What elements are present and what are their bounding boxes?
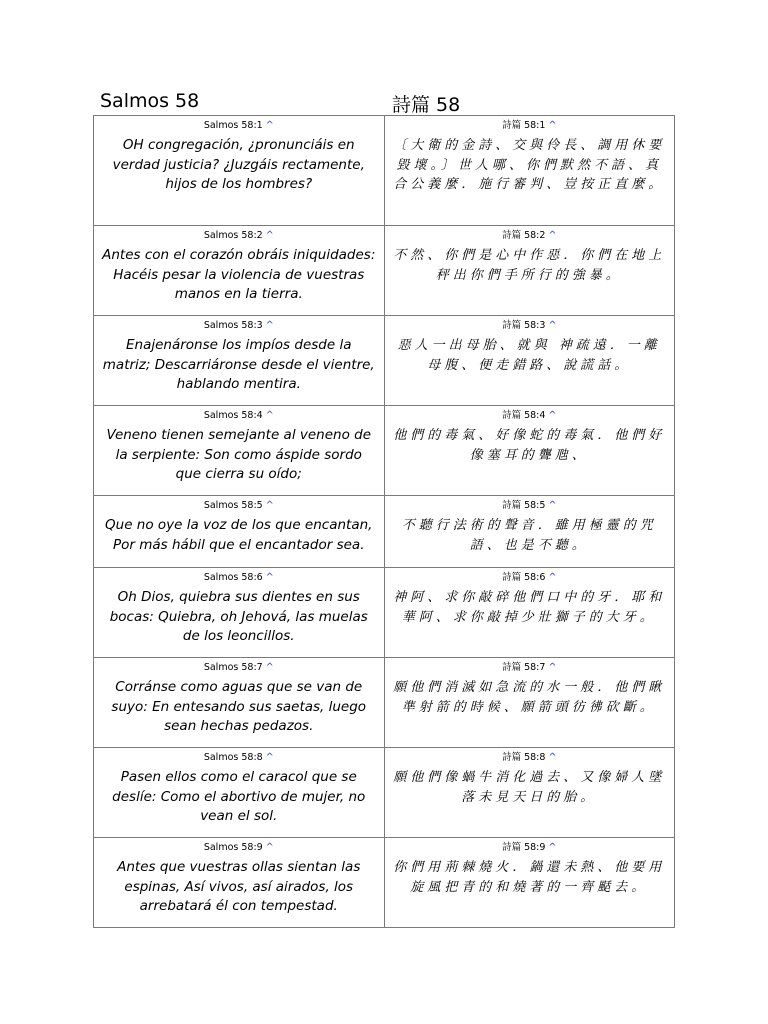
verse-reference-spanish (102, 120, 376, 132)
back-to-top-link[interactable]: ^ (548, 572, 557, 583)
verse-reference-chinese (393, 120, 667, 132)
verse-text-spanish: Pasen ellos como el caracol que se deslíe: Como el abortivo de mujer, no vean el sol. (112, 769, 366, 824)
verse-cell-chinese (384, 226, 675, 316)
verse-reference-chinese (393, 842, 667, 854)
verse-reference-label: 詩篇 58:7 (502, 662, 546, 673)
verse-cell-spanish (94, 748, 385, 838)
back-to-top-link[interactable]: ^ (265, 230, 274, 241)
verse-text-chinese: 願他們像蝸牛消化過去、又像婦人墜落未見天日的胎。 (393, 770, 666, 805)
verse-row (94, 838, 675, 928)
verse-reference-spanish (102, 572, 376, 584)
back-to-top-link[interactable]: ^ (548, 320, 557, 331)
verse-reference-label: 詩篇 58:6 (502, 572, 546, 583)
verse-text-chinese: 惡人一出母胎、就與 神疏遠．一離母腹、便走錯路、說謊話。 (397, 338, 661, 373)
verse-text-chinese: 神阿、求你敲碎他們口中的牙．耶和華阿、求你敲掉少壯獅子的大牙。 (393, 590, 666, 625)
verse-reference-chinese (393, 230, 667, 242)
verse-reference-label: 詩篇 58:9 (502, 842, 546, 853)
verse-reference-spanish (102, 320, 376, 332)
verse-reference-label: 詩篇 58:4 (502, 410, 546, 421)
verse-row (94, 116, 675, 226)
page-title-spanish: Salmos 58 (100, 90, 200, 112)
verse-reference-chinese (393, 500, 667, 512)
back-to-top-link[interactable]: ^ (548, 662, 557, 673)
verse-reference-label: 詩篇 58:1 (502, 120, 546, 131)
verse-reference-label: Salmos 58:5 (203, 500, 263, 511)
verse-reference-spanish (102, 500, 376, 512)
verse-cell-chinese (384, 838, 675, 928)
verse-text-spanish: OH congregación, ¿pronunciáis en verdad justicia? ¿Juzgáis rectamente, hijos de los hombres? (112, 137, 365, 192)
verse-cell-chinese (384, 116, 675, 226)
verse-cell-chinese (384, 496, 675, 568)
back-to-top-link[interactable]: ^ (265, 500, 274, 511)
back-to-top-link[interactable]: ^ (548, 752, 557, 763)
verse-reference-label: Salmos 58:6 (203, 572, 263, 583)
verse-reference-spanish (102, 230, 376, 242)
verse-text-spanish: Enajenáronse los impíos desde la matriz; Descarriáronse desde el vientre, hablando mentira. (102, 337, 375, 392)
verse-text-spanish: Veneno tienen semejante al veneno de la serpiente: Son como áspide sordo que cierra su oído; (106, 427, 371, 482)
verse-text-spanish: Corránse como aguas que se van de suyo: En entesando sus saetas, luego sean hechas pedazos. (111, 679, 367, 734)
verse-text-chinese: 他們的毒氣、好像蛇的毒氣．他們好像塞耳的聾虺、 (393, 428, 666, 463)
verse-row (94, 316, 675, 406)
verse-text-spanish: Antes con el corazón obráis iniquidades: Hacéis pesar la violencia de vuestras manos en la tierra. (102, 247, 376, 302)
verse-reference-label: Salmos 58:7 (203, 662, 263, 673)
verse-cell-spanish (94, 226, 385, 316)
back-to-top-link[interactable]: ^ (548, 120, 557, 131)
verse-cell-spanish (94, 406, 385, 496)
verse-cell-spanish (94, 568, 385, 658)
verse-cell-chinese (384, 316, 675, 406)
verse-reference-spanish (102, 410, 376, 422)
verse-reference-label: Salmos 58:1 (203, 120, 263, 131)
parallel-verse-table (93, 115, 675, 928)
verse-reference-chinese (393, 662, 667, 674)
verse-cell-spanish (94, 496, 385, 568)
verse-reference-chinese (393, 752, 667, 764)
verse-cell-spanish (94, 838, 385, 928)
back-to-top-link[interactable]: ^ (265, 572, 274, 583)
verse-reference-label: Salmos 58:2 (203, 230, 263, 241)
back-to-top-link[interactable]: ^ (265, 120, 274, 131)
verse-reference-chinese (393, 572, 667, 584)
back-to-top-link[interactable]: ^ (548, 842, 557, 853)
verse-cell-spanish (94, 658, 385, 748)
verse-text-chinese: 〔大衛的金詩、交與伶長、調用休要毀壞。〕世人哪、你們默然不語、真合公義麼．施行審判、豈按正直麼。 (393, 138, 666, 192)
verse-reference-label: Salmos 58:8 (203, 752, 263, 763)
verse-text-spanish: Que no oye la voz de los que encantan, Por más hábil que el encantador sea. (105, 517, 373, 553)
verse-reference-label: Salmos 58:4 (203, 410, 263, 421)
verse-cell-spanish (94, 116, 385, 226)
page-title-chinese: 詩篇 58 (392, 94, 461, 116)
verse-row (94, 568, 675, 658)
verse-text-spanish: Antes que vuestras ollas sientan las espinas, Así vivos, así airados, los arrebatará él con tempestad. (117, 859, 361, 914)
verse-cell-chinese (384, 406, 675, 496)
back-to-top-link[interactable]: ^ (265, 752, 274, 763)
verse-table-body (94, 116, 675, 928)
verse-row (94, 226, 675, 316)
verse-row (94, 496, 675, 568)
verse-reference-label: 詩篇 58:2 (502, 230, 546, 241)
back-to-top-link[interactable]: ^ (265, 320, 274, 331)
verse-reference-label: 詩篇 58:3 (502, 320, 546, 331)
verse-cell-spanish (94, 316, 385, 406)
verse-text-chinese: 你們用荊棘燒火．鍋還未熱、他要用旋風把青的和燒著的一齊颳去。 (393, 860, 666, 895)
verse-reference-chinese (393, 320, 667, 332)
verse-reference-spanish (102, 752, 376, 764)
verse-row (94, 658, 675, 748)
verse-reference-spanish (102, 662, 376, 674)
back-to-top-link[interactable]: ^ (548, 230, 557, 241)
back-to-top-link[interactable]: ^ (548, 500, 557, 511)
verse-text-chinese: 不聽行法術的聲音．雖用極靈的咒語、也是不聽。 (401, 518, 657, 553)
verse-cell-chinese (384, 748, 675, 838)
verse-row (94, 748, 675, 838)
back-to-top-link[interactable]: ^ (265, 662, 274, 673)
back-to-top-link[interactable]: ^ (265, 842, 274, 853)
verse-reference-spanish (102, 842, 376, 854)
verse-reference-label: 詩篇 58:5 (502, 500, 546, 511)
verse-reference-label: Salmos 58:9 (203, 842, 263, 853)
verse-reference-label: 詩篇 58:8 (502, 752, 546, 763)
verse-reference-chinese (393, 410, 667, 422)
page-header (0, 90, 768, 116)
back-to-top-link[interactable]: ^ (548, 410, 557, 421)
verse-reference-label: Salmos 58:3 (203, 320, 263, 331)
verse-cell-chinese (384, 568, 675, 658)
verse-text-spanish: Oh Dios, quiebra sus dientes en sus bocas: Quiebra, oh Jehová, las muelas de los leoncillos. (109, 589, 368, 644)
verse-text-chinese: 不然、你們是心中作惡．你們在地上秤出你們手所行的強暴。 (393, 248, 666, 283)
back-to-top-link[interactable]: ^ (265, 410, 274, 421)
verse-cell-chinese (384, 658, 675, 748)
verse-text-chinese: 願他們消滅如急流的水一般．他們瞅準射箭的時候、願箭頭彷彿砍斷。 (393, 680, 666, 715)
verse-row (94, 406, 675, 496)
